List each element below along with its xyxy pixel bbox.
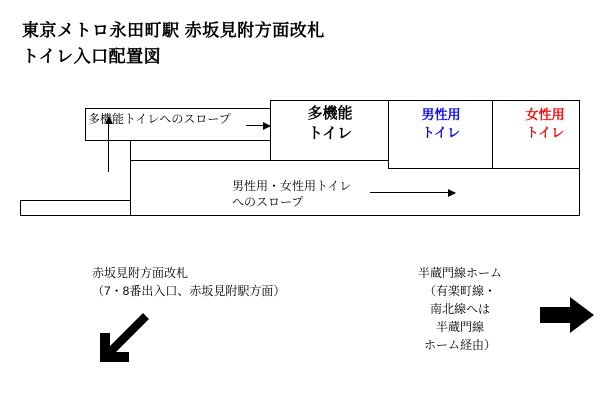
title-line-1: 東京メトロ永田町駅 赤坂見附方面改札: [22, 21, 325, 40]
wall-toilets-bottom: [388, 168, 580, 169]
exit-right-line-3: 南北線へは: [429, 302, 490, 316]
wall-lower-corridor-top: [130, 160, 271, 161]
room-label-womens: [500, 106, 590, 141]
exit-right-line-5: ホーム経由）: [423, 338, 496, 352]
wall-corridor-left: [85, 108, 86, 140]
arrow-down-left-icon: [92, 312, 152, 364]
title-line-2: トイレ入口配置図: [22, 46, 162, 66]
exit-right-line-4: 半蔵門線: [435, 320, 484, 334]
room-label-womens-line1: 女性用: [525, 107, 565, 122]
slope-label-mens-womens-line2: へのスロープ: [232, 195, 304, 210]
room-label-mens: [396, 106, 486, 141]
arrow-to-mens-womens-toilets: [370, 192, 455, 193]
exit-right-line-1: 半蔵門線ホーム: [417, 266, 502, 280]
slope-label-multipurpose: 多機能トイレへのスロープ: [88, 112, 231, 126]
wall-bottom-outer: [20, 215, 580, 216]
arrow-up-left-corridor: [108, 124, 109, 172]
wall-mens-womens-divider: [492, 100, 493, 168]
wall-multipurpose-bottom: [270, 160, 389, 161]
room-label-multipurpose: [280, 104, 380, 145]
room-label-mens-line2: トイレ: [421, 124, 461, 140]
exit-caption-left: [92, 264, 285, 300]
wall-top-corridor: [85, 108, 271, 109]
room-label-multipurpose-line2: トイレ: [307, 125, 353, 143]
room-label-womens-line2: トイレ: [525, 124, 565, 140]
exit-left-line-2: （7・8番出入口、赤坂見附駅方面）: [92, 284, 286, 298]
room-label-multipurpose-line1: 多機能: [307, 105, 353, 122]
arrow-to-multipurpose-toilet: [246, 125, 270, 126]
wall-top-outer: [270, 100, 580, 101]
wall-lower-corridor-left-vert: [130, 140, 131, 215]
exit-caption-right: [395, 264, 525, 354]
exit-right-line-2: （有楽町線・: [423, 284, 496, 298]
slope-label-mens-womens-line1: 男性用・女性用トイレ: [232, 179, 352, 193]
wall-multipurpose-mens-divider: [388, 100, 389, 168]
wall-left-stub: [20, 200, 130, 201]
wall-corridor-bottom: [85, 140, 271, 141]
slope-label-mens-womens: [232, 178, 351, 210]
arrow-right-icon: [540, 295, 596, 335]
wall-multipurpose-left: [270, 100, 271, 160]
room-label-mens-line1: 男性用: [421, 107, 461, 122]
wall-left-outer: [20, 200, 21, 216]
page-title: [22, 18, 325, 69]
exit-left-line-1: 赤坂見附方面改札: [92, 266, 189, 280]
